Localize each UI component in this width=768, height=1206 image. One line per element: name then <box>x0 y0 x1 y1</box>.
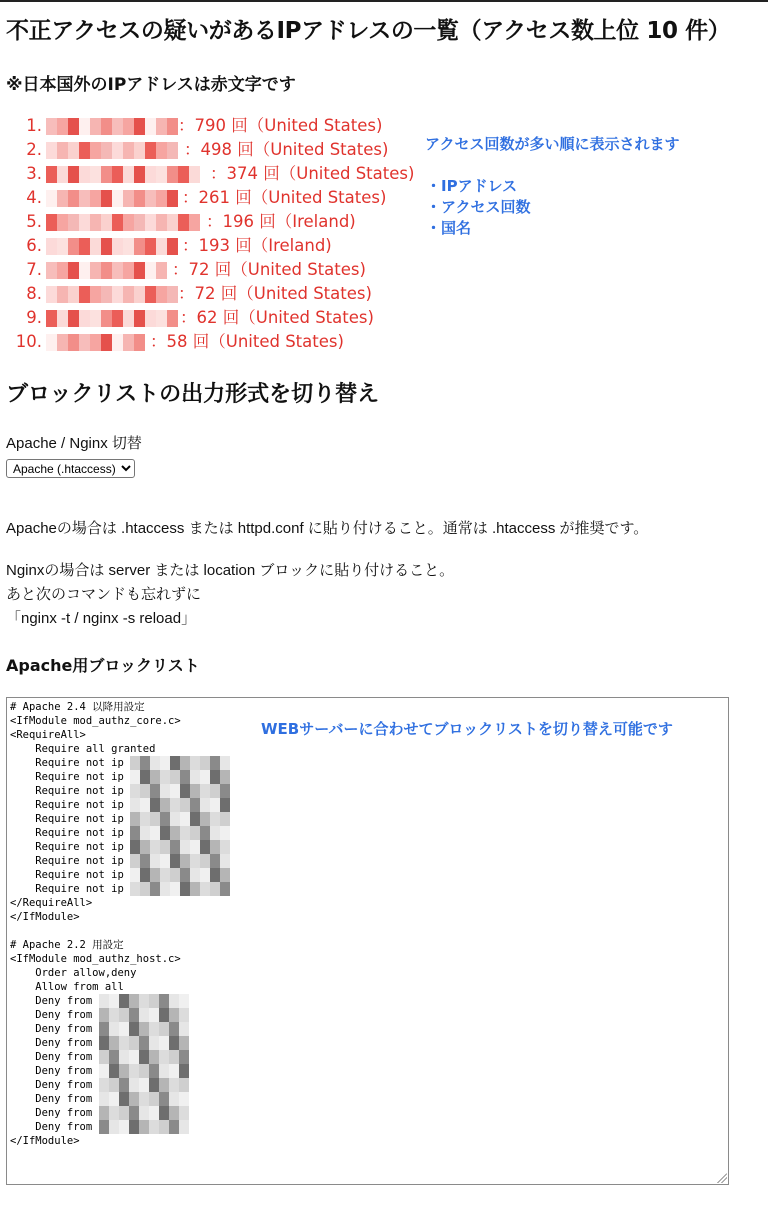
code-line <box>10 742 725 756</box>
ip-rank: 2. <box>26 140 42 159</box>
ip-address-masked <box>46 118 178 135</box>
ip-address-masked <box>46 334 150 351</box>
foreign-ip-note: ※日本国外のIPアドレスは赤文字です <box>6 75 296 95</box>
ip-address-masked <box>46 238 182 255</box>
code-line-text: Deny from <box>10 995 93 1007</box>
code-line <box>10 798 725 812</box>
blocklist-textarea[interactable] <box>6 697 729 1185</box>
code-line <box>10 756 725 770</box>
ip-address-masked <box>46 166 210 183</box>
ip-rank: 9. <box>26 308 42 327</box>
code-line-text: Require not ip <box>10 757 124 769</box>
ip-address-masked <box>46 310 180 327</box>
code-line-text: Deny from <box>10 1051 93 1063</box>
ip-access-count: ：196 回（Ireland) <box>206 212 356 231</box>
ip-address-masked <box>99 1036 191 1050</box>
code-line <box>10 854 725 868</box>
code-line <box>10 1134 725 1148</box>
code-line-text: Deny from <box>10 1065 93 1077</box>
ip-address-masked <box>99 1092 191 1106</box>
annotation-field-country: ・国名 <box>426 219 472 237</box>
code-line <box>10 1092 725 1106</box>
code-line-text: Require not ip <box>10 855 124 867</box>
ip-address-masked <box>130 854 230 868</box>
ip-access-count: ：62 回（United States) <box>180 308 374 327</box>
ip-rank: 1. <box>26 116 42 135</box>
code-line <box>10 980 725 994</box>
code-line-text: Require not ip <box>10 799 124 811</box>
ip-address-masked <box>130 840 230 854</box>
ip-access-count: ：261 回（United States) <box>182 188 387 207</box>
annotation-field-list <box>426 176 531 239</box>
ip-rank: 6. <box>26 236 42 255</box>
ip-address-masked <box>99 1008 191 1022</box>
code-line-text: Require not ip <box>10 813 124 825</box>
ip-address-masked <box>99 1106 191 1120</box>
code-line-text: <IfModule mod_authz_core.c> <box>10 715 181 727</box>
ip-address-masked <box>130 868 230 882</box>
ip-access-count: ：58 回（United States) <box>150 332 344 351</box>
code-line-text: Deny from <box>10 1093 93 1105</box>
code-line <box>10 1050 725 1064</box>
code-line <box>10 1022 725 1036</box>
code-line-text: Require not ip <box>10 869 124 881</box>
resize-grip-icon[interactable] <box>717 1173 727 1183</box>
code-line-text: Require not ip <box>10 841 124 853</box>
code-line-text: <RequireAll> <box>10 729 86 741</box>
annotation-field-ip: ・IPアドレス <box>426 177 518 195</box>
code-line <box>10 812 725 826</box>
code-line-text: # Apache 2.4 以降用設定 <box>10 701 145 713</box>
ip-access-count: ：498 回（United States) <box>184 140 389 159</box>
code-line <box>10 1064 725 1078</box>
annotation-order-note: アクセス回数が多い順に表示されます <box>425 135 680 153</box>
code-line <box>10 1106 725 1120</box>
nginx-command: 「nginx -t / nginx -s reload」 <box>6 610 197 627</box>
ip-address-masked <box>130 826 230 840</box>
ip-address-masked <box>130 882 230 896</box>
code-line-text: </IfModule> <box>10 1135 80 1147</box>
nginx-instructions-line2: あと次のコマンドも忘れずに <box>6 586 202 603</box>
ip-address-masked <box>130 812 230 826</box>
code-line-text: Deny from <box>10 1107 93 1119</box>
ip-rank: 5. <box>26 212 42 231</box>
ip-address-masked <box>46 190 182 207</box>
ip-address-masked <box>99 1064 191 1078</box>
nginx-instructions-line1: Nginxの場合は server または location ブロックに貼り付けること。 <box>6 562 455 579</box>
ip-address-masked <box>99 1022 191 1036</box>
code-line-text: Deny from <box>10 1121 93 1133</box>
code-line <box>10 966 725 980</box>
code-line-text: Require not ip <box>10 827 124 839</box>
code-line-text: <IfModule mod_authz_host.c> <box>10 953 181 965</box>
code-line-text: Deny from <box>10 1009 93 1021</box>
code-line <box>10 840 725 854</box>
ip-address-masked <box>130 798 230 812</box>
code-line <box>10 1036 725 1050</box>
code-line <box>10 910 725 924</box>
annotation-field-count: ・アクセス回数 <box>426 198 531 216</box>
code-line-text: Deny from <box>10 1037 93 1049</box>
code-line <box>10 882 725 896</box>
code-line-text: Require not ip <box>10 785 124 797</box>
server-type-select[interactable] <box>6 459 135 478</box>
ip-access-count: ：72 回（United States) <box>172 260 366 279</box>
page-title: 不正アクセスの疑いがあるIPアドレスの一覧（アクセス数上位 10 件） <box>6 18 731 44</box>
code-line <box>10 994 725 1008</box>
code-line <box>10 896 725 910</box>
ip-access-count: ：72 回（United States) <box>178 284 372 303</box>
ip-rank: 8. <box>26 284 42 303</box>
code-line <box>10 1078 725 1092</box>
ip-address-masked <box>46 214 206 231</box>
apache-instructions: Apacheの場合は .htaccess または httpd.conf に貼り付けること。通常は .htaccess が推奨です。 <box>6 520 649 537</box>
code-line-text: Deny from <box>10 1079 93 1091</box>
code-line-text: # Apache 2.2 用設定 <box>10 939 124 951</box>
code-line-text: </IfModule> <box>10 911 80 923</box>
annotation-switch-note: WEBサーバーに合わせてブロックリストを切り替え可能です <box>261 720 673 738</box>
code-line <box>10 1120 725 1134</box>
code-line <box>10 938 725 952</box>
ip-rank: 10. <box>15 332 42 351</box>
ip-address-masked <box>99 1050 191 1064</box>
code-line-text: </RequireAll> <box>10 897 93 909</box>
ip-rank: 3. <box>26 164 42 183</box>
code-line <box>10 826 725 840</box>
code-line <box>10 700 725 714</box>
code-line <box>10 868 725 882</box>
ip-access-count: ：193 回（Ireland) <box>182 236 332 255</box>
ip-address-masked <box>99 1078 191 1092</box>
switch-section-heading: ブロックリストの出力形式を切り替え <box>6 382 380 407</box>
code-line-text: Order allow,deny <box>10 967 137 979</box>
ip-address-masked <box>99 994 191 1008</box>
code-line <box>10 952 725 966</box>
ip-address-masked <box>99 1120 191 1134</box>
blocklist-heading: Apache用ブロックリスト <box>6 656 200 675</box>
switch-label: Apache / Nginx 切替 <box>6 435 142 452</box>
ip-rank: 4. <box>26 188 42 207</box>
code-line <box>10 770 725 784</box>
ip-address-masked <box>130 756 230 770</box>
code-line-text: Allow from all <box>10 981 124 993</box>
ip-access-count: ：790 回（United States) <box>178 116 383 135</box>
ip-access-count: ：374 回（United States) <box>210 164 415 183</box>
ip-address-masked <box>46 142 184 159</box>
code-line <box>10 924 725 938</box>
ip-address-masked <box>46 262 172 279</box>
blocklist-content[interactable] <box>7 698 728 1150</box>
code-line-text: Require not ip <box>10 771 124 783</box>
code-line-text: Require not ip <box>10 883 124 895</box>
code-line <box>10 784 725 798</box>
ip-address-masked <box>130 770 230 784</box>
ip-address-masked <box>130 784 230 798</box>
ip-address-masked <box>46 286 178 303</box>
code-line-text: Require all granted <box>10 743 156 755</box>
code-line-text: Deny from <box>10 1023 93 1035</box>
ip-rank: 7. <box>26 260 42 279</box>
code-line <box>10 1008 725 1022</box>
